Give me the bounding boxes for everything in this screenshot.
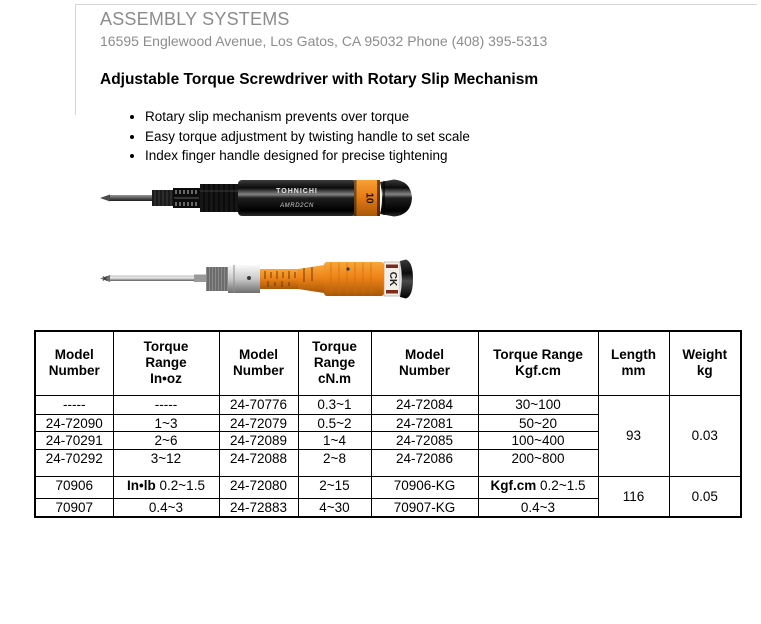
table-cell: 200~800 (478, 449, 598, 476)
table-cell: 70907-KG (371, 498, 478, 517)
feature-bullet: • Rotary slip mechanism prevents over torque (145, 107, 470, 127)
table-cell: 24-70776 (219, 395, 298, 414)
table-cell: ----- (113, 395, 219, 414)
table-cell: 70906 (35, 476, 113, 498)
table-cell: 2~15 (298, 476, 371, 498)
table-cell: 0.4~3 (113, 498, 219, 517)
table-cell: 116 (598, 476, 669, 517)
column-header: Length mm (598, 331, 669, 395)
page-frame-top-line (75, 4, 757, 5)
table-cell: 50~20 (478, 414, 598, 431)
spec-table (34, 330, 742, 518)
table-header-row (35, 331, 741, 395)
table-cell: 24-72079 (219, 414, 298, 431)
table-cell: 24-72080 (219, 476, 298, 498)
table-cell: Kgf.cm 0.2~1.5 (478, 476, 598, 498)
end-cap (400, 260, 413, 299)
table-cell: 2~8 (298, 449, 371, 476)
column-header: Torque Range cN.m (298, 331, 371, 395)
page-frame-left-line (75, 4, 76, 115)
model-text: AMRD2CN (280, 203, 314, 209)
table-cell: 24-70291 (35, 431, 113, 449)
table-cell: 24-72086 (371, 449, 478, 476)
company-address: 16595 Englewood Avenue, Los Gatos, CA 95032 Phone (408) 395-5313 (100, 33, 548, 49)
table-body (35, 395, 741, 517)
table-cell: 24-72883 (219, 498, 298, 517)
column-header: Weight kg (669, 331, 741, 395)
black-screwdriver-image (98, 176, 414, 224)
driver-bit-tip (100, 195, 110, 202)
table-cell: 0.5~2 (298, 414, 371, 431)
end-cap (380, 180, 412, 217)
table-cell: 100~400 (478, 431, 598, 449)
column-header: Torque Range In•oz (113, 331, 219, 395)
table-cell: 2~6 (113, 431, 219, 449)
table-cell: 30~100 (478, 395, 598, 414)
table-cell: 24-72088 (219, 449, 298, 476)
table-cell: 24-72089 (219, 431, 298, 449)
table-cell: 4~30 (298, 498, 371, 517)
feature-bullet-list (100, 107, 470, 166)
table-cell: 0.4~3 (478, 498, 598, 517)
orange-screwdriver-image (98, 248, 414, 306)
table-row (35, 395, 741, 414)
table-cell: ----- (35, 395, 113, 414)
table-cell: 70907 (35, 498, 113, 517)
table-cell: 24-72084 (371, 395, 478, 414)
table-cell: 1~3 (113, 414, 219, 431)
table-row (35, 476, 741, 498)
table-cell: 24-72081 (371, 414, 478, 431)
feature-bullet: • Index finger handle designed for precise tightening (145, 146, 470, 166)
column-header: Model Number (35, 331, 113, 395)
table-cell: 1~4 (298, 431, 371, 449)
table-cell: 0.05 (669, 476, 741, 517)
table-cell: 70906-KG (371, 476, 478, 498)
company-name: ASSEMBLY SYSTEMS (100, 9, 290, 29)
column-header: Model Number (371, 331, 478, 395)
table-cell: 3~12 (113, 449, 219, 476)
scale-band-number: 10 (363, 192, 375, 204)
table-cell: 24-72090 (35, 414, 113, 431)
feature-bullet: • Easy torque adjustment by twisting handle to set scale (145, 127, 470, 147)
page-title: Adjustable Torque Screwdriver with Rotary Slip Mechanism (100, 71, 539, 88)
table-cell: 0.3~1 (298, 395, 371, 414)
brand-text: TOHNICHI (276, 188, 318, 195)
column-header: Torque Range Kgf.cm (478, 331, 598, 395)
handle-label-text: CK (386, 271, 398, 287)
table-cell: 24-70292 (35, 449, 113, 476)
column-header: Model Number (219, 331, 298, 395)
table-cell: 24-72085 (371, 431, 478, 449)
table-cell: In•lb 0.2~1.5 (113, 476, 219, 498)
table-cell: 0.03 (669, 395, 741, 476)
table-cell: 93 (598, 395, 669, 476)
